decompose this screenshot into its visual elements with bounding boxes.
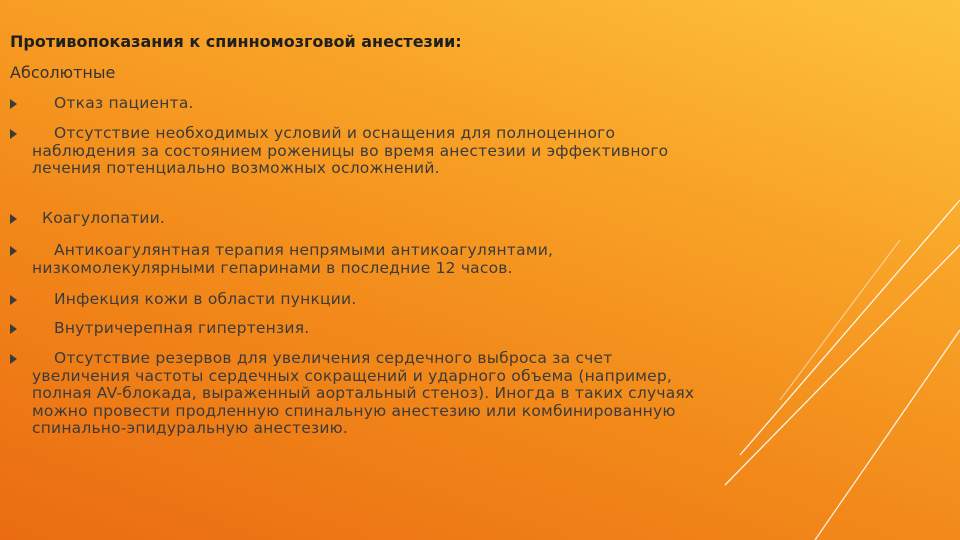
bullet-arrow-icon (10, 99, 17, 109)
list-item (10, 210, 700, 228)
deco-line-2 (725, 245, 960, 485)
slide-subtitle: Абсолютные (10, 63, 116, 82)
list-item (10, 125, 700, 178)
deco-line-1 (740, 200, 960, 455)
list-item-text: Отказ пациента. (54, 94, 194, 112)
deco-line-3 (815, 330, 960, 540)
list-item (10, 242, 700, 277)
list-item-text: Коагулопатии. (42, 209, 166, 227)
bullet-arrow-icon (10, 214, 17, 224)
list-item (10, 291, 700, 309)
bullet-arrow-icon (10, 246, 17, 256)
list-item (10, 320, 700, 338)
list-item (10, 350, 700, 438)
list-item (10, 95, 700, 113)
list-item-text: Инфекция кожи в области пункции. (54, 290, 357, 308)
bullet-arrow-icon (10, 324, 17, 334)
bullet-arrow-icon (10, 129, 17, 139)
list-item-text: Внутричерепная гипертензия. (54, 319, 310, 337)
bullet-arrow-icon (10, 295, 17, 305)
bullet-arrow-icon (10, 354, 17, 364)
list-item-text: Отсутствие необходимых условий и оснащения для полноценного наблюдения за состоянием роженицы во время анестезии и эффективного лечения потенциально возможных осложнений. (32, 124, 669, 177)
list-item-text: Антикоагулянтная терапия непрямыми антикоагулянтами, низкомолекулярными гепаринами в последние 12 часов. (32, 241, 554, 277)
slide-title: Противопоказания к спинномозговой анестезии: (10, 32, 462, 51)
deco-line-4 (780, 240, 900, 400)
list-item-text: Отсутствие резервов для увеличения сердечного выброса за счет увеличения частоты сердечных сокращений и ударного объема (например, полная AV-блокада, выраженный аортальный стеноз). Иногда в таких случаях можно провести продленную спинальную анестезию или комбинированную спинально-эпидуральную анестезию. (32, 349, 695, 437)
